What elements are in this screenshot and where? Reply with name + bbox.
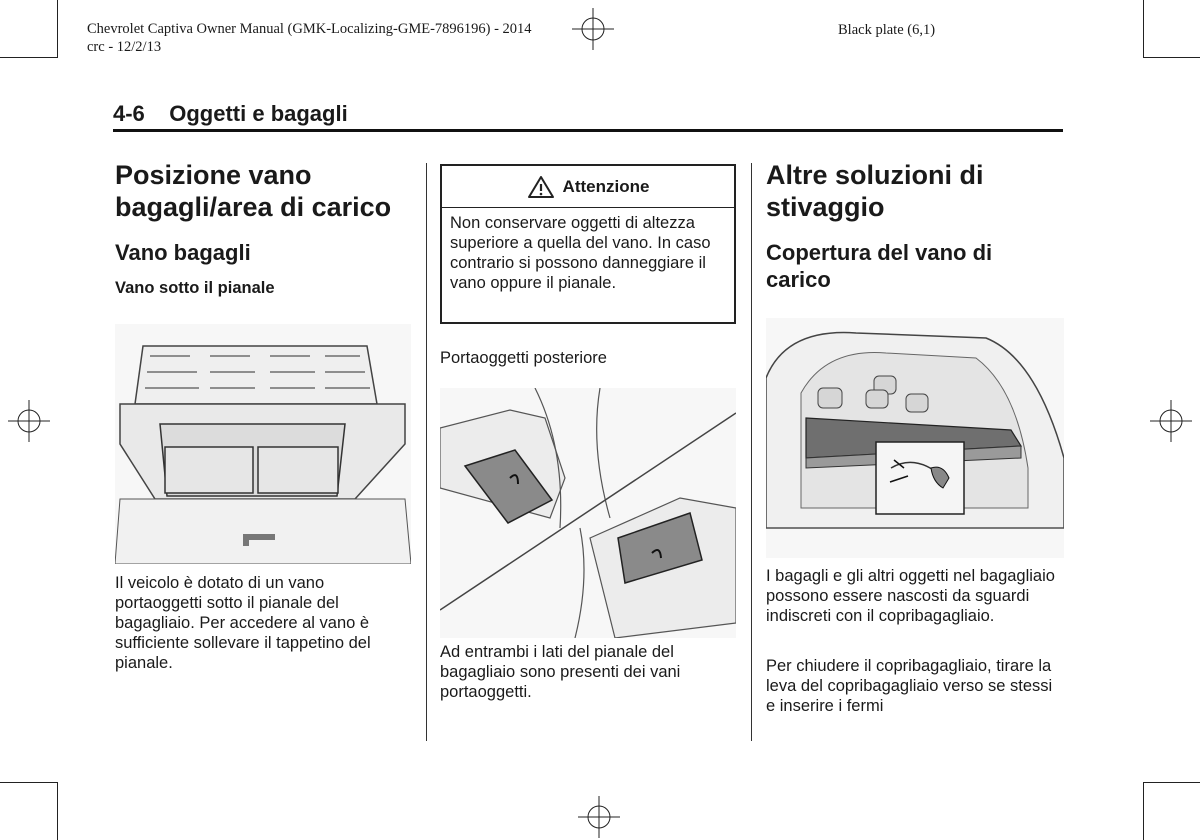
- section-header: [113, 101, 348, 127]
- paragraph-side-storage: Ad entrambi i lati del pianale del bagagliaio sono presenti dei vani portaoggetti.: [440, 643, 681, 701]
- registration-mark-icon: [578, 796, 620, 838]
- print-header-title: Chevrolet Captiva Owner Manual (GMK-Localizing-GME-7896196) - 2014: [87, 21, 532, 37]
- section-rule: [113, 129, 1063, 132]
- heading-luggage-area: Posizione vano bagagli/area di carico: [115, 160, 392, 222]
- warning-title: Attenzione: [562, 176, 650, 196]
- paragraph-cargo-cover-2: Per chiudere il copribagagliaio, tirare la leva del copribagagliaio verso se stessi e inserire i fermi: [766, 657, 1053, 715]
- section-title: Oggetti e bagagli: [169, 101, 348, 126]
- crop-mark: [1143, 782, 1144, 840]
- subheading-cargo-cover: Copertura del vano di carico: [766, 240, 993, 292]
- column-divider: [751, 163, 752, 741]
- plate-label: Black plate (6,1): [838, 22, 936, 38]
- crop-mark: [57, 0, 58, 58]
- section-number: 4-6: [113, 101, 145, 126]
- print-header-date: crc - 12/2/13: [87, 39, 162, 55]
- crop-mark: [57, 782, 58, 840]
- underfloor-storage-illustration: [115, 324, 411, 564]
- warning-box: [440, 164, 736, 324]
- crop-mark: [0, 782, 58, 783]
- crop-mark: [1143, 57, 1200, 58]
- column-divider: [426, 163, 427, 741]
- paragraph-cargo-cover-1: I bagagli e gli altri oggetti nel bagagliaio possono essere nascosti da sguardi indiscreti con il copribagagliaio.: [766, 567, 1055, 625]
- warning-header: [442, 166, 734, 208]
- subsubheading-underfloor: Vano sotto il pianale: [115, 279, 275, 297]
- paragraph-underfloor: Il veicolo è dotato di un vano portaoggetti sotto il pianale del bagagliaio. Per accedere al vano è sufficiente sollevare il tappetino del pianale.: [115, 574, 371, 672]
- registration-mark-icon: [8, 400, 50, 442]
- print-header: [87, 20, 532, 56]
- crop-mark: [1143, 0, 1144, 58]
- crop-mark: [0, 57, 58, 58]
- figure-caption: Portaoggetti posteriore: [440, 349, 607, 367]
- cargo-cover-illustration: [766, 318, 1064, 558]
- subheading-luggage: Vano bagagli: [115, 240, 251, 265]
- registration-mark-icon: [572, 8, 614, 50]
- crop-mark: [1143, 782, 1200, 783]
- warning-triangle-icon: [527, 175, 555, 199]
- heading-other-storage: Altre soluzioni di stivaggio: [766, 160, 984, 222]
- warning-text: Non conservare oggetti di altezza superiore a quella del vano. In caso contrario si possono danneggiare il vano oppure il pianale.: [450, 214, 711, 292]
- side-storage-illustration: [440, 388, 736, 638]
- registration-mark-icon: [1150, 400, 1192, 442]
